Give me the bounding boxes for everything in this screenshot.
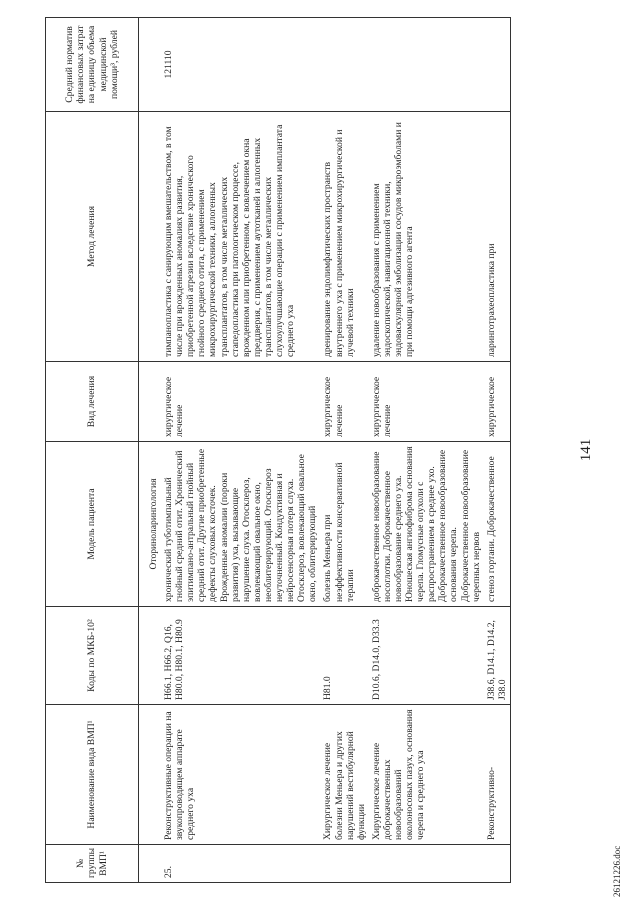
vmp-table: [45, 17, 511, 883]
page-number: 141: [578, 438, 594, 462]
cell-cost: [484, 18, 511, 112]
col-header-codes: Коды по МКБ-10²: [46, 607, 139, 705]
section-title: Оториноларингология: [145, 442, 161, 607]
cell-method: ларинготрахеопластика при: [484, 112, 511, 362]
cell-name: Хирургическое лечение болезни Меньера и других нарушений вестибулярной функции: [320, 705, 368, 845]
cell-cost: 121110: [161, 18, 320, 112]
footer-filename: 26121226.doc: [612, 845, 622, 897]
cell-method: удаление новообразования с применением эндоскопической, навигационной техники, эндоваскулярной эмболизации сосудов микроэмболами и при помощи адгезивного агента: [369, 112, 484, 362]
cell-num: [369, 845, 484, 883]
section-row: [145, 18, 161, 883]
cell-num: [320, 845, 368, 883]
cell-name: Реконструктивно-: [484, 705, 511, 845]
cell-model: доброкачественное новообразование носоглотки. Доброкачественное новообразование среднего уха. Юношеская ангиофиброма основания черепа. Гломусные опухоли с распространением в среднее ухо. Доброкачественное новообразование основания черепа. Доброкачественное новообразование черепных нервов: [369, 442, 484, 607]
table-row: [484, 18, 511, 883]
col-header-method: Метод лечения: [46, 112, 139, 362]
col-header-group: № группы ВМП¹: [46, 845, 139, 883]
cell-method: дренирование эндолимфатических пространств внутреннего уха с применением микрохирургической и лучевой техники: [320, 112, 368, 362]
table-row: [369, 18, 484, 883]
cell-name: Хирургическое лечение доброкачественных новообразований околоносовых пазух, основания черепа и среднего уха: [369, 705, 484, 845]
cell-cost: [369, 18, 484, 112]
cell-name: Реконструктивные операции на звукопроводящем аппарате среднего уха: [161, 705, 320, 845]
cell-cost: [320, 18, 368, 112]
col-header-kind: Вид лечения: [46, 362, 139, 442]
cell-model: хронический туботимпальный гнойный средний отит. Хронический эпитимпано-антральный гнойный средний отит. Другие приобретенные дефекты слуховых косточек. Врожденные аномалии (пороки развития) уха, вызывающие нарушение слуха. Отосклероз, вовлекающий овальное окно, необлитерирующий. Отосклероз неуточненный. Кондуктивная и нейросенсорная потеря слуха. Отосклероз, вовлекающий овальное окно, облитерирующий: [161, 442, 320, 607]
cell-model: стеноз гортани. Доброкачественное: [484, 442, 511, 607]
cell-num: [484, 845, 511, 883]
cell-method: тимпанопластика с санирующим вмешательством, в том числе при врожденных аномалиях развития, приобретенной атрезии вследствие хронического гнойного среднего отита, с применением микрохирургической техники, аллогенных трансплантатов, в том числе металлических стапедопластика при патологическом процессе, врожденном или приобретенном, с вовлечением окна преддверия, с применением аутотканей и аллогенных трансплантатов, в том числе металлических слухоулучшающие операции с применением имплантата среднего уха: [161, 112, 320, 362]
cell-kind: хирургическое лечение: [161, 362, 320, 442]
cell-model: болезнь Меньера при неэффективности консервативной терапии: [320, 442, 368, 607]
table-row: [161, 18, 320, 883]
col-header-cost: Средний норматив финансовых затрат на единицу объема медицинской помощи³, рублей: [46, 18, 139, 112]
table-header-row: [46, 18, 139, 883]
cell-num: 25.: [161, 845, 320, 883]
col-header-model: Модель пациента: [46, 442, 139, 607]
cell-codes: H81.0: [320, 607, 368, 705]
col-header-name: Наименование вида ВМП¹: [46, 705, 139, 845]
cell-codes: D10.6, D14.0, D33.3: [369, 607, 484, 705]
cell-kind: хирургическое лечение: [369, 362, 484, 442]
cell-codes: J38.6, D14.1, D14.2, J38.0: [484, 607, 511, 705]
cell-codes: H66.1, H66.2, Q16, H80.0, H80.1, H80.9: [161, 607, 320, 705]
cell-kind: хирургическое лечение: [320, 362, 368, 442]
cell-kind: хирургическое: [484, 362, 511, 442]
table-row: [320, 18, 368, 883]
